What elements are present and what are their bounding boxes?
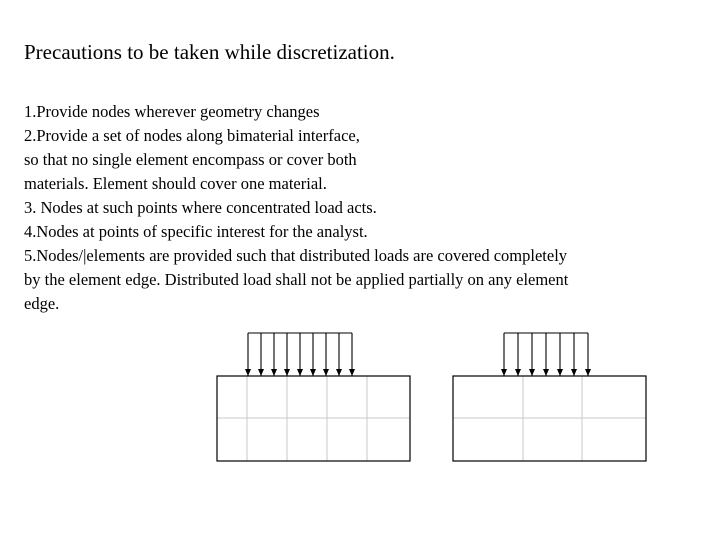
- arrow-head: [529, 369, 535, 376]
- arrow-head: [515, 369, 521, 376]
- precaution-line: 4.Nodes at points of specific interest for the analyst.: [24, 222, 368, 241]
- arrow-head: [557, 369, 563, 376]
- left-distributed-load: [245, 333, 355, 376]
- arrow-head: [585, 369, 591, 376]
- precaution-line: materials. Element should cover one material.: [24, 174, 327, 193]
- precaution-line: edge.: [24, 294, 60, 313]
- arrow-head: [501, 369, 507, 376]
- arrow-head: [323, 369, 329, 376]
- precaution-line: by the element edge. Distributed load shall not be applied partially on any element: [24, 270, 569, 289]
- arrow-head: [245, 369, 251, 376]
- right-mesh: [453, 376, 646, 461]
- arrow-head: [284, 369, 290, 376]
- precaution-line: so that no single element encompass or cover both: [24, 150, 357, 169]
- mesh-boundary: [453, 376, 646, 461]
- left-mesh: [217, 376, 410, 461]
- arrow-head: [271, 369, 277, 376]
- precaution-line: 2.Provide a set of nodes along bimaterial interface,: [24, 126, 360, 145]
- arrow-head: [258, 369, 264, 376]
- arrow-head: [543, 369, 549, 376]
- arrow-head: [310, 369, 316, 376]
- precautions-list: [24, 100, 696, 316]
- slide-title: Precautions to be taken while discretization.: [24, 40, 395, 64]
- arrow-head: [297, 369, 303, 376]
- precaution-line: 1.Provide nodes wherever geometry changes: [24, 102, 320, 121]
- mesh-boundary: [217, 376, 410, 461]
- arrow-head: [349, 369, 355, 376]
- precaution-line: 3. Nodes at such points where concentrated load acts.: [24, 198, 377, 217]
- arrow-head: [336, 369, 342, 376]
- right-distributed-load: [501, 333, 591, 376]
- arrow-head: [571, 369, 577, 376]
- precaution-line: 5.Nodes/|elements are provided such that distributed loads are covered completely: [24, 246, 568, 265]
